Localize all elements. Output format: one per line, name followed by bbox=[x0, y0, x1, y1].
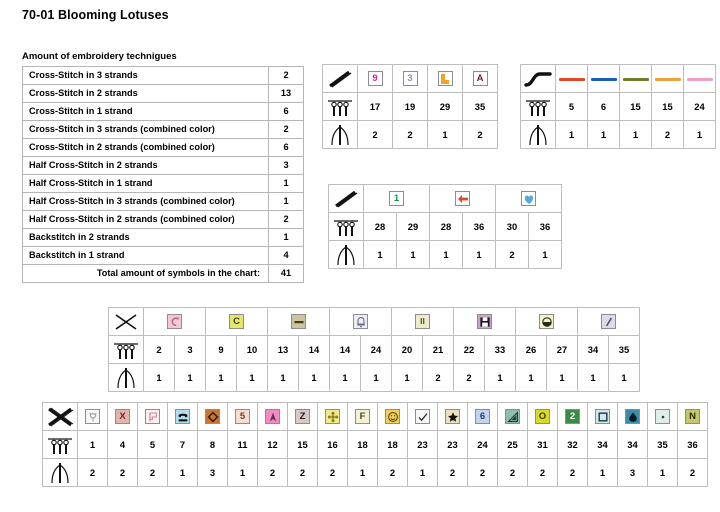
symbol-c: C bbox=[229, 314, 244, 329]
symbol-half-circle bbox=[539, 314, 554, 329]
technique-row bbox=[23, 67, 304, 85]
symbol-cell bbox=[588, 403, 618, 431]
strand-count: 1 bbox=[361, 364, 392, 392]
symbol-cell bbox=[463, 65, 498, 93]
strand-count: 2 bbox=[318, 459, 348, 487]
backstitch-line-blue bbox=[591, 78, 617, 82]
strand-count: 1 bbox=[168, 459, 198, 487]
strand-count: 2 bbox=[652, 121, 684, 149]
main-symbol-table bbox=[42, 402, 708, 487]
technique-quantity: 13 bbox=[269, 85, 304, 103]
strand-count: 2 bbox=[498, 459, 528, 487]
symbol-cell bbox=[516, 308, 578, 336]
technique-quantity: 2 bbox=[269, 121, 304, 139]
symbol-1-green: 1 bbox=[389, 191, 404, 206]
color-number: 34 bbox=[618, 431, 648, 459]
color-number: 2 bbox=[144, 336, 175, 364]
diagonal-stitch-icon bbox=[329, 185, 363, 212]
technique-total-value: 41 bbox=[269, 265, 304, 283]
strand-count: 2 bbox=[438, 459, 468, 487]
technique-row bbox=[23, 103, 304, 121]
strand-count: 1 bbox=[175, 364, 206, 392]
strand-count: 2 bbox=[358, 121, 393, 149]
symbol-cell bbox=[684, 65, 716, 93]
technique-row bbox=[23, 211, 304, 229]
color-number: 12 bbox=[258, 431, 288, 459]
strand-count: 1 bbox=[556, 121, 588, 149]
symbol-a: A bbox=[473, 71, 488, 86]
strand-count: 2 bbox=[463, 121, 498, 149]
needle-icon bbox=[521, 121, 556, 149]
floss-strands-icon bbox=[43, 431, 77, 458]
needle-icon bbox=[109, 364, 143, 391]
technique-quantity: 1 bbox=[269, 175, 304, 193]
color-number: 15 bbox=[620, 93, 652, 121]
color-number: 6 bbox=[588, 93, 620, 121]
strand-count: 2 bbox=[558, 459, 588, 487]
symbol-square bbox=[595, 409, 610, 424]
needle-icon bbox=[43, 459, 78, 487]
technique-name: Cross-Stitch in 2 strands (combined color) bbox=[23, 139, 269, 157]
symbol-phone bbox=[175, 409, 190, 424]
symbol-cell bbox=[393, 65, 428, 93]
symbol-9: 9 bbox=[368, 71, 383, 86]
symbol-cell bbox=[108, 403, 138, 431]
symbol-header-row bbox=[323, 65, 498, 93]
technique-row bbox=[23, 139, 304, 157]
color-number-row bbox=[109, 336, 640, 364]
strand-count-row bbox=[109, 364, 640, 392]
section-label: Amount of embroidery technigues bbox=[22, 51, 177, 62]
color-number: 27 bbox=[547, 336, 578, 364]
color-number: 36 bbox=[678, 431, 708, 459]
technique-row bbox=[23, 193, 304, 211]
technique-name: Half Cross-Stitch in 2 strands (combined color) bbox=[23, 211, 269, 229]
color-number: 21 bbox=[423, 336, 454, 364]
strand-count: 1 bbox=[684, 121, 716, 149]
technique-quantity: 1 bbox=[269, 193, 304, 211]
symbol-cell bbox=[454, 308, 516, 336]
strand-count: 1 bbox=[268, 364, 299, 392]
color-number-row bbox=[43, 431, 708, 459]
symbol-cell bbox=[268, 308, 330, 336]
backstitch-curve-icon bbox=[521, 65, 556, 93]
technique-name: Cross-Stitch in 1 strand bbox=[23, 103, 269, 121]
color-number: 5 bbox=[556, 93, 588, 121]
color-number: 11 bbox=[228, 431, 258, 459]
color-number: 26 bbox=[516, 336, 547, 364]
symbol-cell bbox=[620, 65, 652, 93]
technique-row bbox=[23, 157, 304, 175]
color-number: 35 bbox=[609, 336, 640, 364]
technique-row bbox=[23, 229, 304, 247]
strand-count: 2 bbox=[454, 364, 485, 392]
symbol-diamond bbox=[205, 409, 220, 424]
strand-count: 2 bbox=[678, 459, 708, 487]
technique-name: Backstitch in 2 strands bbox=[23, 229, 269, 247]
strand-count: 1 bbox=[364, 241, 397, 269]
color-number: 5 bbox=[138, 431, 168, 459]
strand-count: 1 bbox=[516, 364, 547, 392]
strand-count: 1 bbox=[428, 121, 463, 149]
symbol-cell bbox=[392, 308, 454, 336]
symbol-cell bbox=[588, 65, 620, 93]
symbol-cell bbox=[408, 403, 438, 431]
strand-count: 1 bbox=[237, 364, 268, 392]
strand-count: 1 bbox=[299, 364, 330, 392]
strand-count: 1 bbox=[430, 241, 463, 269]
symbol-header-row bbox=[521, 65, 716, 93]
symbol-cell bbox=[498, 403, 528, 431]
needle-icon bbox=[43, 459, 77, 486]
technique-row bbox=[23, 247, 304, 265]
symbol-flag bbox=[145, 409, 160, 424]
strand-count: 1 bbox=[228, 459, 258, 487]
color-number: 16 bbox=[318, 431, 348, 459]
strand-count: 1 bbox=[588, 459, 618, 487]
strand-count-row bbox=[329, 241, 562, 269]
symbol-3: 3 bbox=[403, 71, 418, 86]
symbol-z: Z bbox=[295, 409, 310, 424]
symbol-o: O bbox=[535, 409, 550, 424]
technique-name: Cross-Stitch in 3 strands (combined color) bbox=[23, 121, 269, 139]
half-cross-stitch-icon bbox=[109, 308, 143, 335]
technique-quantity: 6 bbox=[269, 139, 304, 157]
color-number: 10 bbox=[237, 336, 268, 364]
backstitch-line-red bbox=[559, 78, 585, 82]
symbol-cell bbox=[618, 403, 648, 431]
technique-total-label: Total amount of symbols in the chart: bbox=[23, 265, 269, 283]
technique-name: Cross-Stitch in 3 strands bbox=[23, 67, 269, 85]
symbol-cell bbox=[138, 403, 168, 431]
symbol-heart bbox=[521, 191, 536, 206]
diagonal-stitch-icon bbox=[323, 65, 357, 92]
color-number: 17 bbox=[358, 93, 393, 121]
symbol-star bbox=[445, 409, 460, 424]
symbol-triangle bbox=[505, 409, 520, 424]
symbol-smiley bbox=[385, 409, 400, 424]
color-number: 4 bbox=[108, 431, 138, 459]
combined-color-symbol-table bbox=[328, 184, 562, 269]
strands-symbol-table bbox=[322, 64, 498, 149]
diagonal-stitch-icon bbox=[329, 185, 364, 213]
technique-quantity: 3 bbox=[269, 157, 304, 175]
technique-quantity: 1 bbox=[269, 229, 304, 247]
color-number: 18 bbox=[378, 431, 408, 459]
color-number: 31 bbox=[528, 431, 558, 459]
color-number: 23 bbox=[408, 431, 438, 459]
symbol-cell bbox=[364, 185, 430, 213]
symbol-cell bbox=[578, 308, 640, 336]
technique-name: Backstitch in 1 strand bbox=[23, 247, 269, 265]
backstitch-line-orange bbox=[655, 78, 681, 82]
color-number: 25 bbox=[498, 431, 528, 459]
floss-strands-icon bbox=[323, 93, 358, 121]
symbol-cell bbox=[496, 185, 562, 213]
strand-count: 2 bbox=[423, 364, 454, 392]
technique-row bbox=[23, 85, 304, 103]
color-number: 20 bbox=[392, 336, 423, 364]
symbol-arrow-left bbox=[455, 191, 470, 206]
symbol-bell bbox=[353, 314, 368, 329]
color-number: 13 bbox=[268, 336, 299, 364]
color-number: 24 bbox=[468, 431, 498, 459]
technique-total-row bbox=[23, 265, 304, 283]
color-number: 30 bbox=[496, 213, 529, 241]
symbol-slash bbox=[601, 314, 616, 329]
color-number-row bbox=[329, 213, 562, 241]
strand-count: 1 bbox=[330, 364, 361, 392]
symbol-cell bbox=[358, 65, 393, 93]
color-number-row bbox=[521, 93, 716, 121]
color-number-row bbox=[323, 93, 498, 121]
color-number: 7 bbox=[168, 431, 198, 459]
color-number: 23 bbox=[438, 431, 468, 459]
symbol-minus bbox=[291, 314, 306, 329]
floss-strands-icon bbox=[521, 93, 555, 120]
symbol-cell bbox=[330, 308, 392, 336]
needle-icon bbox=[109, 364, 144, 392]
symbol-2: 2 bbox=[565, 409, 580, 424]
needle-icon bbox=[323, 121, 358, 149]
technique-quantity: 2 bbox=[269, 67, 304, 85]
symbol-cell bbox=[528, 403, 558, 431]
needle-icon bbox=[521, 121, 555, 148]
strand-count: 2 bbox=[496, 241, 529, 269]
symbol-floppy bbox=[477, 314, 492, 329]
color-number: 15 bbox=[288, 431, 318, 459]
symbol-compass bbox=[265, 409, 280, 424]
strand-count: 1 bbox=[588, 121, 620, 149]
strand-count: 3 bbox=[198, 459, 228, 487]
strand-count: 2 bbox=[378, 459, 408, 487]
color-number: 32 bbox=[558, 431, 588, 459]
technique-name: Cross-Stitch in 2 strands bbox=[23, 85, 269, 103]
symbol-cell bbox=[228, 403, 258, 431]
strand-count: 2 bbox=[528, 459, 558, 487]
floss-strands-icon bbox=[323, 93, 357, 120]
symbol-6: 6 bbox=[475, 409, 490, 424]
symbol-cell bbox=[348, 403, 378, 431]
color-number: 22 bbox=[454, 336, 485, 364]
strand-count: 1 bbox=[397, 241, 430, 269]
strand-count: 3 bbox=[618, 459, 648, 487]
floss-strands-icon bbox=[521, 93, 556, 121]
symbol-hook bbox=[167, 314, 182, 329]
strand-count: 2 bbox=[258, 459, 288, 487]
symbol-flower bbox=[325, 409, 340, 424]
strand-count: 1 bbox=[206, 364, 237, 392]
backstitch-symbol-table bbox=[520, 64, 716, 149]
strand-count-row bbox=[323, 121, 498, 149]
symbol-cell bbox=[258, 403, 288, 431]
strand-count: 1 bbox=[529, 241, 562, 269]
floss-strands-icon bbox=[329, 213, 364, 241]
floss-strands-icon bbox=[329, 213, 363, 240]
symbol-cell bbox=[652, 65, 684, 93]
color-number: 24 bbox=[361, 336, 392, 364]
color-number: 8 bbox=[198, 431, 228, 459]
symbol-cell bbox=[558, 403, 588, 431]
color-number: 28 bbox=[364, 213, 397, 241]
strand-count: 2 bbox=[288, 459, 318, 487]
needle-icon bbox=[329, 241, 364, 269]
strand-count: 1 bbox=[648, 459, 678, 487]
symbol-cell bbox=[318, 403, 348, 431]
page-title: 70-01 Blooming Lotuses bbox=[22, 8, 169, 22]
strand-count: 2 bbox=[78, 459, 108, 487]
symbol-header-row bbox=[329, 185, 562, 213]
symbol-cell bbox=[430, 185, 496, 213]
floss-strands-icon bbox=[109, 336, 143, 363]
symbol-cell bbox=[198, 403, 228, 431]
symbol-cell bbox=[556, 65, 588, 93]
strand-count: 1 bbox=[547, 364, 578, 392]
strand-count: 1 bbox=[392, 364, 423, 392]
strand-count-row bbox=[521, 121, 716, 149]
color-number: 34 bbox=[588, 431, 618, 459]
symbol-cell bbox=[678, 403, 708, 431]
half-cross-stitch-icon bbox=[109, 308, 144, 336]
backstitch-line-pink bbox=[687, 78, 713, 82]
technique-name: Half Cross-Stitch in 3 strands (combined color) bbox=[23, 193, 269, 211]
color-number: 36 bbox=[463, 213, 496, 241]
symbol-x: X bbox=[115, 409, 130, 424]
strand-count: 1 bbox=[485, 364, 516, 392]
color-number: 15 bbox=[652, 93, 684, 121]
color-number: 9 bbox=[206, 336, 237, 364]
color-number: 33 bbox=[485, 336, 516, 364]
color-number: 34 bbox=[578, 336, 609, 364]
symbol-cell bbox=[648, 403, 678, 431]
symbol-header-row bbox=[109, 308, 640, 336]
symbol-cell bbox=[428, 65, 463, 93]
needle-icon bbox=[323, 121, 357, 148]
backstitch-curve-icon bbox=[521, 65, 555, 92]
symbol-cell bbox=[144, 308, 206, 336]
technique-quantity: 2 bbox=[269, 211, 304, 229]
symbol-cell bbox=[168, 403, 198, 431]
color-number: 14 bbox=[330, 336, 361, 364]
symbol-cell bbox=[468, 403, 498, 431]
symbol-cell bbox=[378, 403, 408, 431]
color-number: 14 bbox=[299, 336, 330, 364]
symbol-roman-two: II bbox=[415, 314, 430, 329]
technique-quantity: 4 bbox=[269, 247, 304, 265]
strand-count: 1 bbox=[578, 364, 609, 392]
color-number: 35 bbox=[463, 93, 498, 121]
symbol-droplet bbox=[625, 409, 640, 424]
strand-count: 1 bbox=[408, 459, 438, 487]
full-cross-stitch-icon bbox=[43, 403, 77, 430]
half-cross-stitch-symbol-table bbox=[108, 307, 640, 392]
color-number: 19 bbox=[393, 93, 428, 121]
strand-count: 1 bbox=[620, 121, 652, 149]
strand-count: 2 bbox=[393, 121, 428, 149]
symbol-tulip bbox=[85, 409, 100, 424]
strand-count: 2 bbox=[138, 459, 168, 487]
strand-count: 2 bbox=[468, 459, 498, 487]
symbol-f: F bbox=[355, 409, 370, 424]
symbol-dot bbox=[655, 409, 670, 424]
needle-icon bbox=[329, 241, 363, 268]
floss-strands-icon bbox=[43, 431, 78, 459]
symbol-cell bbox=[438, 403, 468, 431]
floss-strands-icon bbox=[109, 336, 144, 364]
strand-count: 1 bbox=[348, 459, 378, 487]
color-number: 36 bbox=[529, 213, 562, 241]
symbol-5: 5 bbox=[235, 409, 250, 424]
strand-count: 1 bbox=[609, 364, 640, 392]
techniques-table bbox=[22, 66, 304, 283]
full-cross-stitch-icon bbox=[43, 403, 78, 431]
color-number: 35 bbox=[648, 431, 678, 459]
symbol-l-block bbox=[438, 71, 453, 86]
backstitch-line-olive bbox=[623, 78, 649, 82]
technique-quantity: 6 bbox=[269, 103, 304, 121]
technique-name: Half Cross-Stitch in 2 strands bbox=[23, 157, 269, 175]
symbol-cell bbox=[288, 403, 318, 431]
strand-count: 2 bbox=[108, 459, 138, 487]
strand-count: 1 bbox=[463, 241, 496, 269]
techniques-table-body bbox=[23, 67, 304, 283]
color-number: 24 bbox=[684, 93, 716, 121]
color-number: 3 bbox=[175, 336, 206, 364]
symbol-n: N bbox=[685, 409, 700, 424]
diagonal-stitch-icon bbox=[323, 65, 358, 93]
color-number: 1 bbox=[78, 431, 108, 459]
symbol-cell bbox=[206, 308, 268, 336]
strand-count-row bbox=[43, 459, 708, 487]
symbol-header-row bbox=[43, 403, 708, 431]
symbol-cell bbox=[78, 403, 108, 431]
symbol-check bbox=[415, 409, 430, 424]
color-number: 29 bbox=[397, 213, 430, 241]
color-number: 29 bbox=[428, 93, 463, 121]
technique-name: Half Cross-Stitch in 1 strand bbox=[23, 175, 269, 193]
technique-row bbox=[23, 175, 304, 193]
color-number: 28 bbox=[430, 213, 463, 241]
strand-count: 1 bbox=[144, 364, 175, 392]
technique-row bbox=[23, 121, 304, 139]
color-number: 18 bbox=[348, 431, 378, 459]
